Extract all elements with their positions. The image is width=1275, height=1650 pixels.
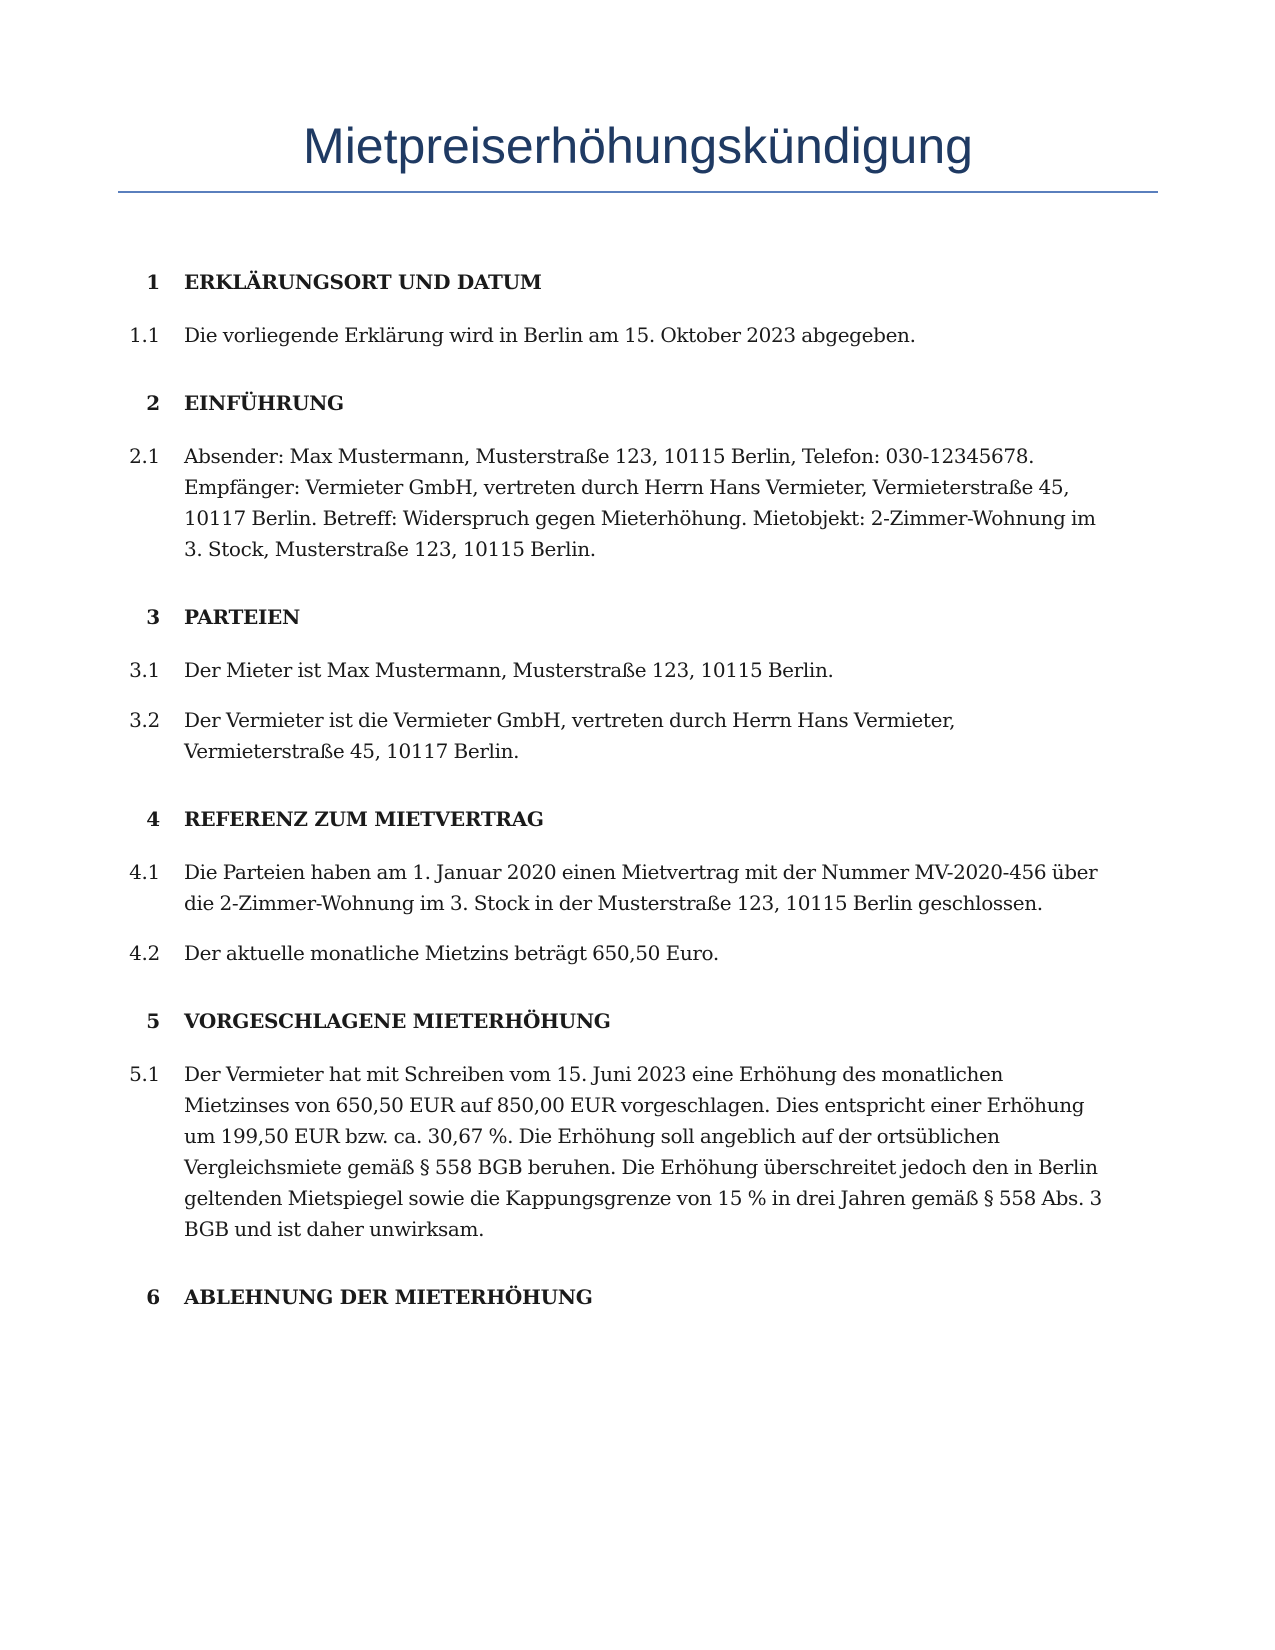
section-number: 6: [146, 1285, 160, 1309]
section-heading: [0, 1285, 1275, 1313]
section-5: [0, 1009, 1275, 1245]
clause-number: 4.2: [129, 941, 160, 965]
clause-2-1: [0, 441, 1275, 565]
section-title: PARTEIEN: [184, 605, 300, 629]
section-title: ABLEHNUNG DER MIETERHÖHUNG: [184, 1285, 593, 1309]
section-3: [0, 605, 1275, 767]
clause-3-2: [0, 705, 1275, 767]
clause-number: 4.1: [129, 860, 160, 884]
section-number: 2: [146, 391, 160, 415]
document-title: Mietpreiserhöhungskündigung: [303, 118, 973, 174]
section-6: [0, 1285, 1275, 1313]
clause-4-1: [0, 857, 1275, 919]
section-title: VORGESCHLAGENE MIETERHÖHUNG: [184, 1009, 611, 1033]
section-4: [0, 807, 1275, 969]
section-2: [0, 391, 1275, 565]
clause-text: Absender: Max Mustermann, Musterstraße 123, 10115 Berlin, Telefon: 030-12345678. Empfänger: Vermieter GmbH, vertreten durch Herrn Hans Vermieter, Vermieterstraße 45, 10117 Berlin. Betreff: Widerspruch gegen Mieterhöhung. Mietobjekt: 2-Zimmer-Wohnung im 3. Stock, Musterstraße 123, 10115 Berlin.: [184, 444, 1096, 561]
document-body: [0, 270, 1275, 1353]
clause-number: 3.1: [129, 658, 160, 682]
section-1: [0, 270, 1275, 351]
clause-5-1: [0, 1059, 1275, 1245]
clause-3-1: [0, 655, 1275, 686]
section-heading: [0, 605, 1275, 633]
section-number: 5: [146, 1009, 160, 1033]
section-title: EINFÜHRUNG: [184, 391, 344, 415]
clause-number: 5.1: [129, 1062, 160, 1086]
section-number: 1: [146, 270, 160, 294]
section-number: 3: [146, 605, 160, 629]
clause-number: 3.2: [129, 708, 160, 732]
section-heading: [0, 391, 1275, 419]
clause-1-1: [0, 320, 1275, 351]
section-number: 4: [146, 807, 160, 831]
section-heading: [0, 807, 1275, 835]
clause-number: 1.1: [129, 323, 160, 347]
section-heading: [0, 270, 1275, 298]
clause-text: Die Parteien haben am 1. Januar 2020 einen Mietvertrag mit der Nummer MV-2020-456 über die 2-Zimmer-Wohnung im 3. Stock in der Musterstraße 123, 10115 Berlin geschlossen.: [184, 860, 1098, 915]
clause-text: Der aktuelle monatliche Mietzins beträgt 650,50 Euro.: [184, 941, 719, 965]
clause-text: Der Mieter ist Max Mustermann, Musterstraße 123, 10115 Berlin.: [184, 658, 834, 682]
clause-4-2: [0, 938, 1275, 969]
clause-number: 2.1: [129, 444, 160, 468]
section-title: ERKLÄRUNGSORT UND DATUM: [184, 270, 542, 294]
section-heading: [0, 1009, 1275, 1037]
clause-text: Der Vermieter hat mit Schreiben vom 15. Juni 2023 eine Erhöhung des monatlichen Mietzinses von 650,50 EUR auf 850,00 EUR vorgeschlagen. Dies entspricht einer Erhöhung um 199,50 EUR bzw. ca. 30,67 %. Die Erhöhung soll angeblich auf der ortsüblichen Vergleichsmiete gemäß § 558 BGB beruhen. Die Erhöhung überschreitet jedoch den in Berlin geltenden Mietspiegel sowie die Kappungsgrenze von 15 % in drei Jahren gemäß § 558 Abs. 3 BGB und ist daher unwirksam.: [184, 1062, 1102, 1241]
clause-text: Die vorliegende Erklärung wird in Berlin am 15. Oktober 2023 abgegeben.: [184, 323, 916, 347]
clause-text: Der Vermieter ist die Vermieter GmbH, vertreten durch Herrn Hans Vermieter, Vermieterstraße 45, 10117 Berlin.: [184, 708, 956, 763]
title-underline: [118, 191, 1158, 193]
section-title: REFERENZ ZUM MIETVERTRAG: [184, 807, 544, 831]
